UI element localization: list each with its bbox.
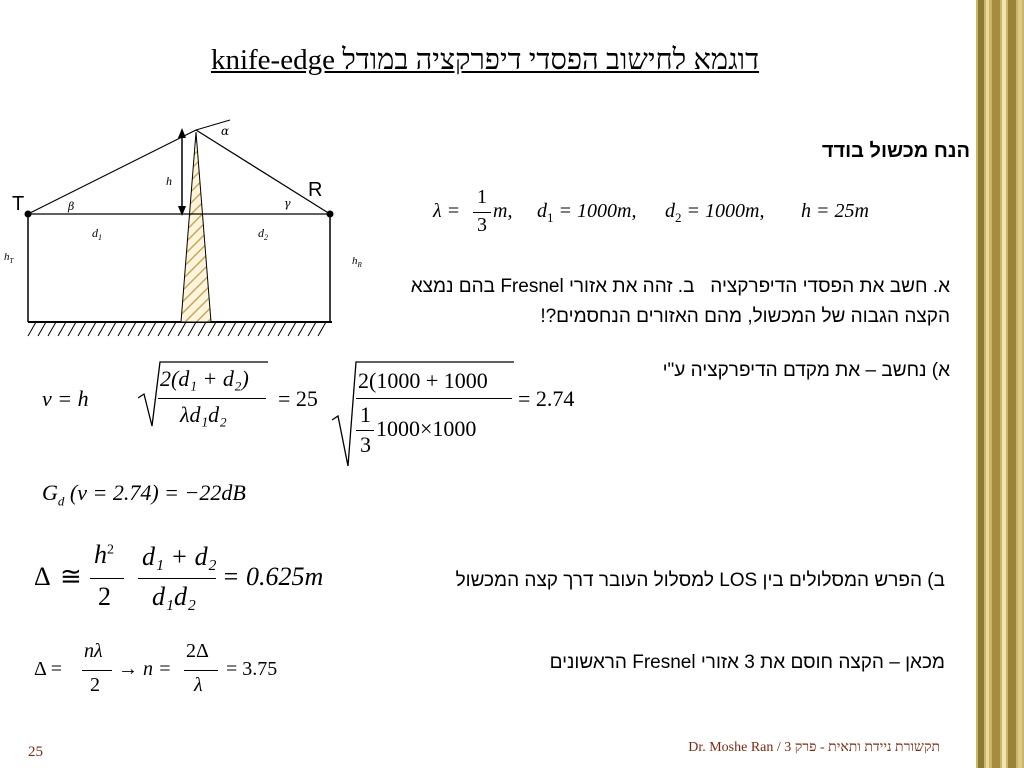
n-equation: Δ = nλ 2 → n = 2Δ λ = 3.75 — [34, 640, 278, 696]
d1-label: $d_1$ — [92, 226, 102, 242]
alpha-label: α — [221, 124, 230, 138]
delta-equation: Δ ≅ $h^2$ 2 d₁ + d₂ d₁d₂ = 0.625m — [34, 540, 324, 611]
slide-title: דוגמא לחישוב הפסדי דיפרקציה במודל knife-edge — [210, 44, 760, 76]
conclusion-text: מכאן – הקצה חוסם את 3 אזורי Fresnel הראשונים — [549, 652, 945, 673]
t-label: T — [12, 193, 25, 215]
gamma-label: γ — [284, 197, 291, 210]
params-equation: λ = 1 3 m, $d_1 = 1000m$, $d_2 = 1000m$, h = 25m — [433, 186, 869, 236]
v-equation: v = h 2(d₁ + d₂) λd₁d₂ = 25 2(1000 + 1000 1 3 1000×1000 = 2.74 — [42, 358, 562, 470]
ht-label: $h_T$ — [4, 251, 14, 265]
page-number: 25 — [28, 744, 43, 760]
question-text: א. חשב את הפסדי הדיפרקציה ב. זהה את אזורי Fresnel בהם נמצא הקצה הגבוה של המכשול, מהם האזורים הנחסמים?! — [410, 276, 950, 327]
diffraction-path-r — [196, 130, 330, 214]
diffraction-path-t — [28, 130, 196, 214]
gd-equation: $G_d$ (v = 2.74) = −22dB — [42, 480, 246, 509]
step-b-text: ב) הפרש המסלולים בין LOS למסלול העובר דרך קצה המכשול — [455, 570, 945, 591]
r-label: R — [308, 179, 323, 201]
decorative-border — [976, 0, 1024, 768]
h-label: h — [166, 174, 172, 188]
ground-hatch — [28, 322, 326, 336]
footer-text: Dr. Moshe Ran / תקשורת ניידת ותאית - פרק 3 — [688, 740, 940, 755]
obstacle-knife-edge — [181, 132, 211, 322]
beta-label: β — [68, 200, 75, 213]
hr-label: $h_R$ — [352, 255, 362, 269]
d2-label: $d_2$ — [258, 226, 268, 242]
knife-edge-diagram — [0, 110, 400, 350]
step-a-text: א) נחשב – את מקדם הדיפרקציה ע"י — [662, 360, 950, 381]
given-label: הנח מכשול בודד — [821, 140, 970, 162]
